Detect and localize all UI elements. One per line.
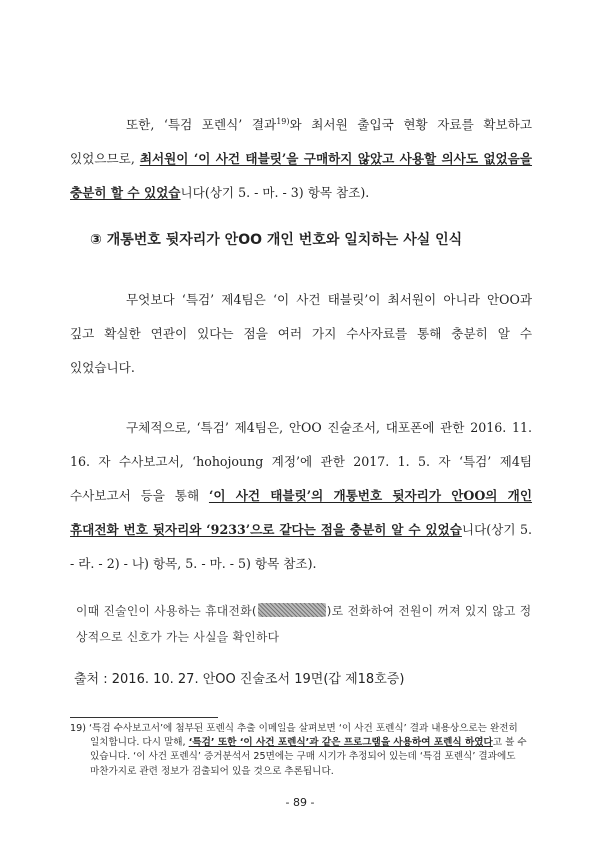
para1-text-1: 또한, ‘특검 포렌식’ 결과 <box>126 117 277 132</box>
footnote-divider <box>70 717 218 718</box>
para1-emphasis: 최서원이 ‘이 사건 태블릿’을 구매하지 않았고 사용할 의사도 없었음을 충분히 할 수 있었습 <box>70 151 533 200</box>
para3-text-1: 구체적으로, ‘특검’ 제4팀은, 안OO 진술조서, 대포폰에 관한 2016. 11. 16. 자 수사보고서, ‘hohojoung 계정’에 관한 2017. 1. 5. 자 ‘특검’ 제4팀 수사보고서 등을 통해 <box>70 420 532 503</box>
para3-emphasis: ‘이 사건 태블릿’의 개통번호 뒷자리가 안OO의 개인 휴대전화 번호 뒷자리와 ‘9233’으로 같다는 점을 충분히 알 수 있었습 <box>70 488 533 537</box>
redacted-phone-number <box>258 603 326 617</box>
paragraph-phone-number <box>70 411 532 581</box>
section-heading: ③ 개통번호 뒷자리가 안OO 개인 번호와 일치하는 사실 인식 <box>90 232 463 248</box>
quote-text-2: )로 전화하여 전원이 꺼져 있지 않고 정상적으로 신호가 가는 사실을 확인하다 <box>76 604 532 644</box>
footnote-text-2: 고 볼 수 있습니다. ‘이 사건 포렌식’ 증거분석서 25면에는 구매 시기가 추정되어 있는데 ‘특검 포렌식’ 결과에도 마찬가지로 관련 정보가 검출되어 있을 것으로 추론됩니다. <box>90 737 527 777</box>
paragraph-passport-records <box>70 108 532 210</box>
testimony-excerpt <box>76 598 536 650</box>
para1-text-3: 니다(상기 5. - 마. - 3) 항목 참조). <box>180 185 370 200</box>
footnote-emphasis: ‘특검’ 또한 ‘이 사건 포렌식’과 같은 프로그램을 사용하여 포렌식 하였다 <box>188 737 493 749</box>
para1-text-2: 와 최서원 출입국 현황 자료를 확보하고 있었으므로, <box>70 117 532 166</box>
para3-text-2: 니다(상기 5. - 라. - 2) - 나) 항목, 5. - 마. - 5) 항목 참조). <box>70 522 532 571</box>
footnote-19 <box>70 722 532 779</box>
page-number: - 89 - <box>285 796 315 809</box>
footnote-ref-19[interactable]: 19) <box>276 117 290 126</box>
paragraph-connection: 무엇보다 ‘특검’ 제4팀은 ‘이 사건 태블릿’이 최서원이 아니라 안OO과 깊고 확실한 연관이 있다는 점을 여러 가지 수사자료를 통해 충분히 알 수 있었습니다. <box>70 292 532 375</box>
footnote-text-1: 19) ‘특검 수사보고서’에 첨부된 포렌식 추출 이메일을 살펴보면 ‘이 사건 포렌식’ 결과 내용상으로는 완전히 일치합니다. 다시 말해, <box>70 723 518 749</box>
quote-text-1: 이때 진술인이 사용하는 휴대전화( <box>76 604 257 618</box>
source-citation: 출처 : 2016. 10. 27. 안OO 진술조서 19면(갑 제18호증) <box>74 672 405 687</box>
